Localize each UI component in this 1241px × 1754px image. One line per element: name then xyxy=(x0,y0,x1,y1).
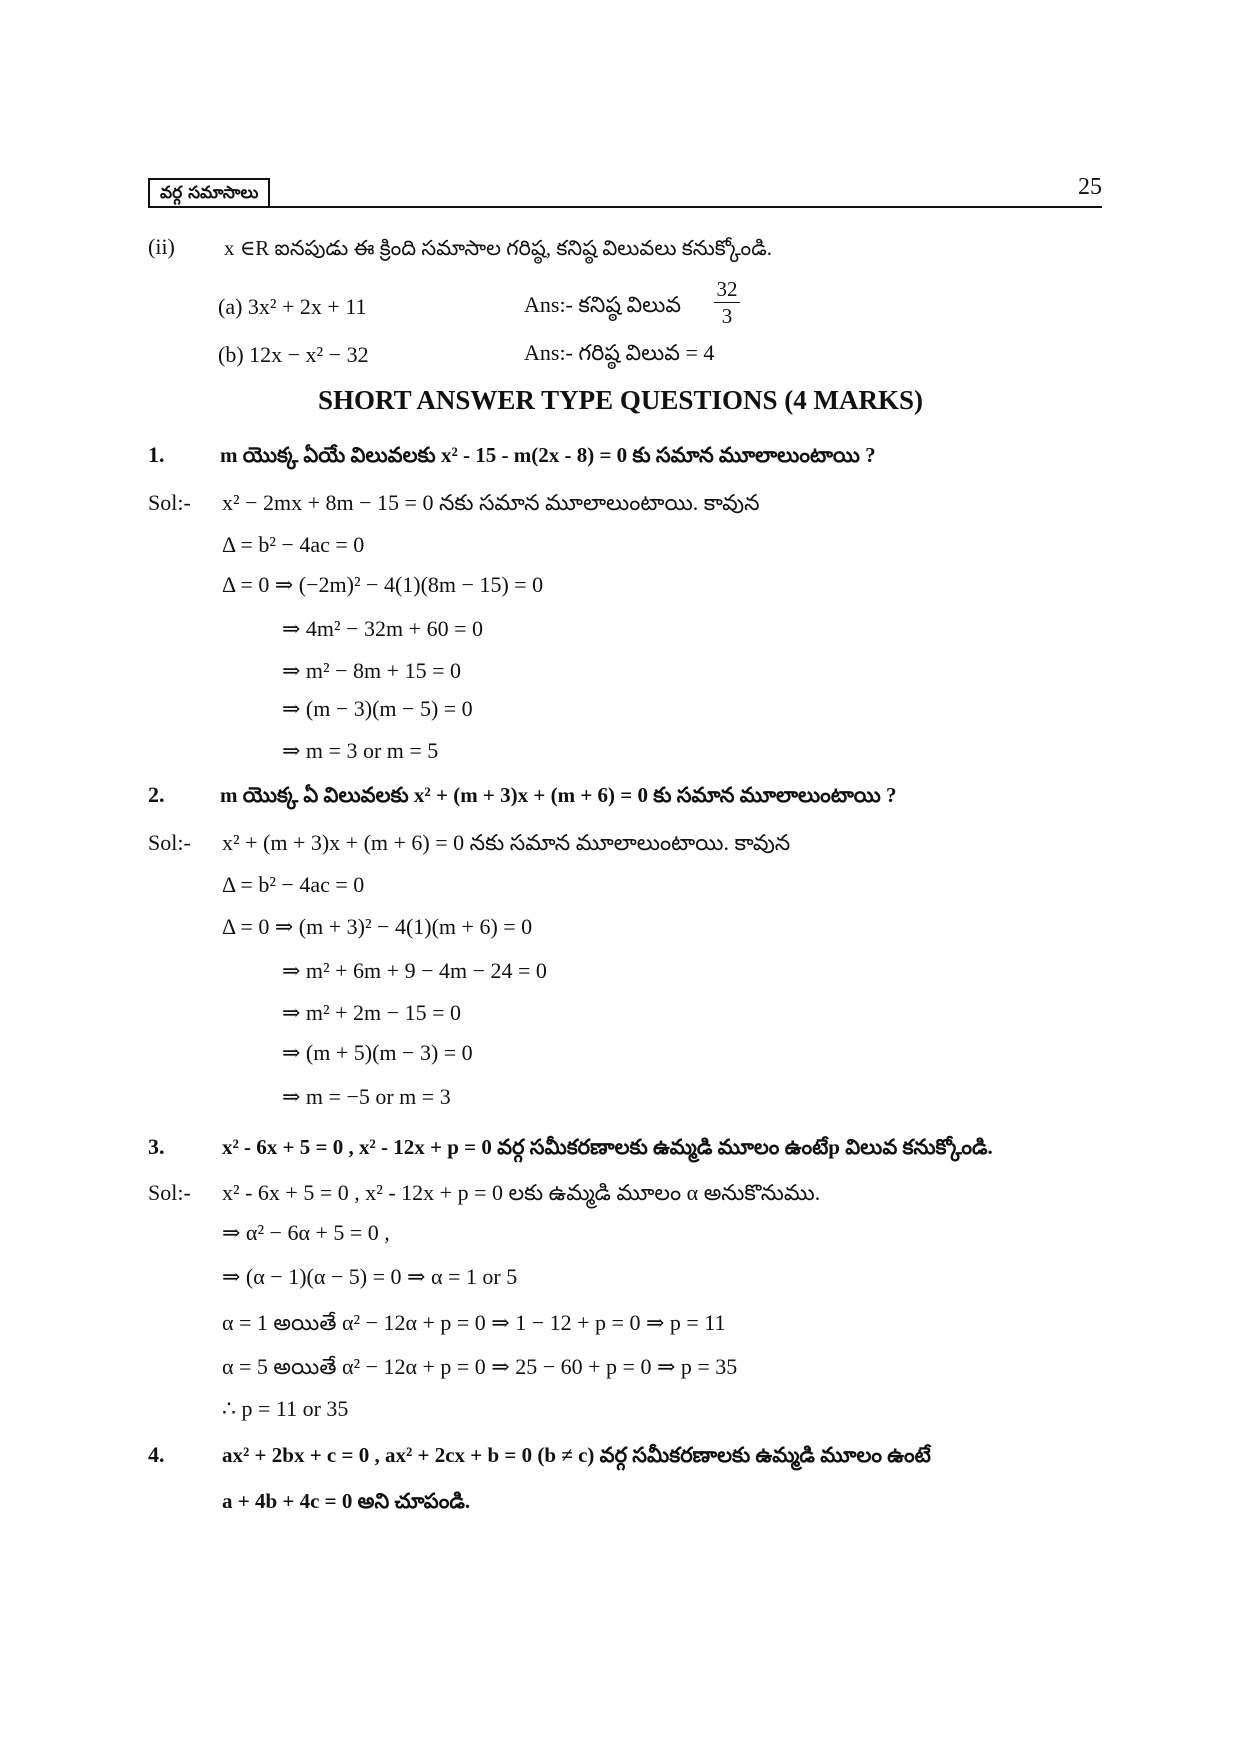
q3-step: x² - 6x + 5 = 0 , x² - 12x + p = 0 లకు ఉమ్మడి మూలం α అనుకొనుము. xyxy=(222,1180,821,1205)
q1-question: m యొక్క ఏయే విలువలకు x² - 15 - m(2x - 8) = 0 కు సమాన మూలాలుంటాయి ? xyxy=(220,443,876,467)
q1-step: ⇒ m² − 8m + 15 = 0 xyxy=(282,658,461,683)
q2-step: Δ = b² − 4ac = 0 xyxy=(222,872,365,897)
q3-step: ⇒ α² − 6α + 5 = 0 , xyxy=(222,1220,390,1245)
q2-step: ⇒ (m + 5)(m − 3) = 0 xyxy=(282,1040,473,1065)
q2-step: ⇒ m² + 2m − 15 = 0 xyxy=(282,1000,461,1025)
q3-number: 3. xyxy=(148,1134,165,1159)
q2-sol-label: Sol:- xyxy=(148,830,191,855)
q4-number: 4. xyxy=(148,1442,165,1467)
q2-step: Δ = 0 ⇒ (m + 3)² − 4(1)(m + 6) = 0 xyxy=(222,914,533,939)
q1-step: ⇒ 4m² − 32m + 60 = 0 xyxy=(282,616,483,641)
part-ii-b-expression: (b) 12x − x² − 32 xyxy=(218,342,369,367)
q3-question: x² - 6x + 5 = 0 , x² - 12x + p = 0 వర్గ సమీకరణాలకు ఉమ్మడి మూలం ఉంటేp విలువ కనుక్కోండి. xyxy=(222,1135,993,1159)
part-ii-text: x ∈R ఐనపుడు ఈ క్రింది సమాసాల గరిష్ఠ, కనిష్ఠ విలువలు కనుక్కోండి. xyxy=(224,236,772,260)
page-number: 25 xyxy=(1078,174,1102,200)
part-ii-a-answer: Ans:- కనిష్ఠ విలువ xyxy=(524,292,681,317)
q2-step: ⇒ m² + 6m + 9 − 4m − 24 = 0 xyxy=(282,958,547,983)
q1-number: 1. xyxy=(148,442,165,467)
q2-number: 2. xyxy=(148,782,165,807)
q2-step: x² + (m + 3)x + (m + 6) = 0 నకు సమాన మూలాలుంటాయి. కావున xyxy=(222,830,791,855)
q3-step: ⇒ (α − 1)(α − 5) = 0 ⇒ α = 1 or 5 xyxy=(222,1264,518,1289)
fraction-denominator: 3 xyxy=(721,304,733,328)
q3-step: α = 1 అయితే α² − 12α + p = 0 ⇒ 1 − 12 + p = 0 ⇒ p = 11 xyxy=(222,1310,726,1335)
q3-step: α = 5 అయితే α² − 12α + p = 0 ⇒ 25 − 60 + p = 0 ⇒ p = 35 xyxy=(222,1354,738,1379)
q2-question: m యొక్క ఏ విలువలకు x² + (m + 3)x + (m + 6) = 0 కు సమాన మూలాలుంటాయి ? xyxy=(220,783,897,807)
q3-sol-label: Sol:- xyxy=(148,1180,191,1205)
q4-question-line1: ax² + 2bx + c = 0 , ax² + 2cx + b = 0 (b ≠ c) వర్గ సమీకరణాలకు ఉమ్మడి మూలం ఉంటే xyxy=(222,1443,931,1467)
answer-fraction xyxy=(714,276,740,329)
chapter-title: వర్గ సమాసాలు xyxy=(148,178,270,206)
part-ii-label: (ii) xyxy=(148,234,175,259)
page-header xyxy=(148,174,1102,208)
q1-step: ⇒ (m − 3)(m − 5) = 0 xyxy=(282,696,473,721)
part-ii-a-expression: (a) 3x² + 2x + 11 xyxy=(218,294,367,319)
q1-step: ⇒ m = 3 or m = 5 xyxy=(282,738,439,763)
section-title: SHORT ANSWER TYPE QUESTIONS (4 MARKS) xyxy=(318,385,923,415)
q4-question-line2: a + 4b + 4c = 0 అని చూపండి. xyxy=(222,1489,471,1513)
q1-step: Δ = b² − 4ac = 0 xyxy=(222,532,365,557)
q1-step: Δ = 0 ⇒ (−2m)² − 4(1)(8m − 15) = 0 xyxy=(222,572,544,597)
q2-step: ⇒ m = −5 or m = 3 xyxy=(282,1084,451,1109)
q1-sol-label: Sol:- xyxy=(148,490,191,515)
fraction-numerator: 32 xyxy=(716,277,738,301)
part-ii-b-answer: Ans:- గరిష్ఠ విలువ = 4 xyxy=(524,340,715,365)
q3-step: ∴ p = 11 or 35 xyxy=(222,1396,349,1421)
q1-step: x² − 2mx + 8m − 15 = 0 నకు సమాన మూలాలుంటాయి. కావున xyxy=(222,490,760,515)
